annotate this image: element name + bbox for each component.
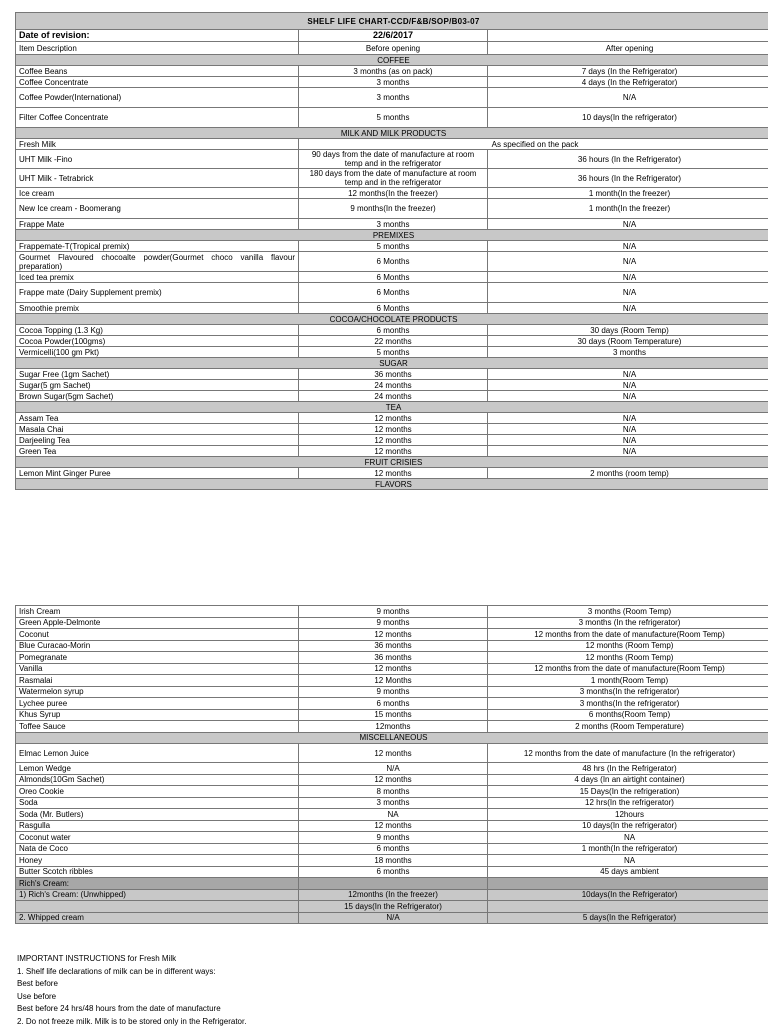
after-opening-value: 4 days (In an airtight container) [488,774,768,786]
after-opening-value: N/A [488,252,768,272]
before-opening-value: 5 months [299,108,488,128]
item-description: Khus Syrup [16,709,299,721]
after-opening-value: N/A [488,369,768,380]
after-opening-value: NA [488,832,768,844]
section-title: MISCELLANEOUS [16,732,768,744]
table-row [16,617,768,629]
revision-date: 22/6/2017 [299,30,488,42]
section-title: MILK AND MILK PRODUCTS [16,128,768,139]
item-description: Smoothie premix [16,303,299,314]
section-title: FLAVORS [16,479,768,490]
before-opening-value: 12 months [299,744,488,763]
before-opening-value: 9 months [299,832,488,844]
table-row [16,283,768,303]
before-opening-value: 12 months [299,468,488,479]
before-opening-value: 12 months [299,663,488,675]
after-opening-value: 6 months(Room Temp) [488,709,768,721]
before-opening-value: 6 months [299,866,488,878]
after-opening-value: 4 days (In the Refrigerator) [488,77,768,88]
section-title: SUGAR [16,358,768,369]
revision-label: Date of revision: [16,30,299,42]
item-description: Oreo Cookie [16,786,299,798]
shelf-life-table-part-1 [15,12,768,490]
section-header-row [16,457,768,468]
item-description: Darjeeling Tea [16,435,299,446]
item-description: Vermicelli(100 gm Pkt) [16,347,299,358]
instruction-line: Best before [17,978,757,991]
before-opening-value: 6 months [299,843,488,855]
after-opening-value: 12 months from the date of manufacture(Room Temp) [488,629,768,641]
table-row [16,912,768,924]
before-opening-value: 22 months [299,336,488,347]
item-description: Sugar(5 gm Sachet) [16,380,299,391]
section-title: FRUIT CRISIES [16,457,768,468]
item-description: Coffee Concentrate [16,77,299,88]
after-opening-value: 2 months (Room Temperature) [488,721,768,733]
after-opening-value: 3 months(In the refrigerator) [488,698,768,710]
table-row [16,629,768,641]
item-description: Nata de Coco [16,843,299,855]
after-opening-value: 12 hrs(In the refrigerator) [488,797,768,809]
before-opening-value: 5 months [299,241,488,252]
merged-shelf-life: As specified on the pack [299,139,768,150]
before-opening-value: 12 Months [299,675,488,687]
section-header-row [16,479,768,490]
table-row [16,686,768,698]
item-description: Coffee Powder(International) [16,88,299,108]
table-row [16,652,768,664]
item-description: Rich's Cream: [16,878,299,890]
milk-instructions [17,953,757,1028]
table-row [16,797,768,809]
after-opening-value: N/A [488,219,768,230]
table-row [16,901,768,913]
table-row [16,108,768,128]
table-row [16,855,768,867]
table-row [16,66,768,77]
after-opening-value: 36 hours (In the Refrigerator) [488,150,768,169]
item-description: Watermelon syrup [16,686,299,698]
table-row [16,241,768,252]
table-row [16,878,768,890]
after-opening-value: 12 months from the date of manufacture(Room Temp) [488,663,768,675]
after-opening-value: 30 days (Room Temp) [488,325,768,336]
before-opening-value: 12 months(In the freezer) [299,188,488,199]
table-row [16,169,768,188]
after-opening-value: 1 month(In the freezer) [488,188,768,199]
item-description: 2. Whipped cream [16,912,299,924]
after-opening-value [488,901,768,913]
before-opening-value: 3 months [299,77,488,88]
before-opening-value: 9 months [299,686,488,698]
before-opening-value: 36 months [299,652,488,664]
table-row [16,446,768,457]
before-opening-value: 9 months(In the freezer) [299,199,488,219]
before-opening-value: 12 months [299,424,488,435]
table-row [16,188,768,199]
section-header-row [16,230,768,241]
before-opening-value: 3 months [299,219,488,230]
item-description: UHT Milk -Fino [16,150,299,169]
table-row [16,424,768,435]
after-opening-value: 3 months [488,347,768,358]
item-description: Ice cream [16,188,299,199]
table-row [16,832,768,844]
item-description: New Ice cream - Boomerang [16,199,299,219]
before-opening-value: 6 Months [299,272,488,283]
before-opening-value: N/A [299,912,488,924]
before-opening-value: 3 months (as on pack) [299,66,488,77]
before-opening-value: 8 months [299,786,488,798]
item-description: Soda (Mr. Butlers) [16,809,299,821]
after-opening-value: N/A [488,241,768,252]
table-row [16,606,768,618]
table-row [16,889,768,901]
revision-blank [488,30,768,42]
table-row [16,325,768,336]
after-opening-value: 12 months from the date of manufacture (In the refrigerator) [488,744,768,763]
item-description: Green Tea [16,446,299,457]
before-opening-value: 6 Months [299,303,488,314]
after-opening-value: N/A [488,380,768,391]
item-description: Iced tea premix [16,272,299,283]
table-row [16,786,768,798]
before-opening-value: 12 months [299,446,488,457]
before-opening-value: 18 months [299,855,488,867]
table-row [16,150,768,169]
before-opening-value: NA [299,809,488,821]
item-description: Fresh Milk [16,139,299,150]
after-opening-value: 3 months (In the refrigerator) [488,617,768,629]
before-opening-value: N/A [299,763,488,775]
table-row [16,88,768,108]
before-opening-value: 180 days from the date of manufacture at room temp and in the refrigerator [299,169,488,188]
section-title: COCOA/CHOCOLATE PRODUCTS [16,314,768,325]
item-description: Coconut water [16,832,299,844]
before-opening-value: 12 months [299,629,488,641]
item-description: Sugar Free (1gm Sachet) [16,369,299,380]
after-opening-value: N/A [488,272,768,283]
section-header-row [16,128,768,139]
item-description: Gourmet Flavoured chocoalte powder(Gourmet choco vanilla flavour preparation) [16,252,299,272]
item-description: 1) Rich's Cream: (Unwhipped) [16,889,299,901]
table-row [16,303,768,314]
table-row [16,336,768,347]
table-row [16,272,768,283]
after-opening-value: N/A [488,435,768,446]
before-opening-value: 6 Months [299,283,488,303]
section-header-row [16,402,768,413]
table-row [16,199,768,219]
after-opening-value: 10 days(In the refrigerator) [488,108,768,128]
item-description: Lemon Mint Ginger Puree [16,468,299,479]
after-opening-value: 7 days (In the Refrigerator) [488,66,768,77]
after-opening-value: 1 month(In the freezer) [488,199,768,219]
after-opening-value: 45 days ambient [488,866,768,878]
table-row [16,709,768,721]
after-opening-value: 1 month(Room Temp) [488,675,768,687]
before-opening-value: 12 months [299,820,488,832]
before-opening-value: 12 months [299,413,488,424]
item-description: Cocoa Topping (1.3 Kg) [16,325,299,336]
before-opening-value: 9 months [299,606,488,618]
after-opening-value: 1 month(In the refrigerator) [488,843,768,855]
table-row [16,774,768,786]
table-row [16,640,768,652]
before-opening-value: 24 months [299,391,488,402]
after-opening-value: 2 months (room temp) [488,468,768,479]
table-row [16,820,768,832]
after-opening-value: 10days(In the Refrigerator) [488,889,768,901]
section-title: TEA [16,402,768,413]
before-opening-value: 12 months [299,774,488,786]
item-description: Toffee Sauce [16,721,299,733]
item-description: Lychee puree [16,698,299,710]
table-row [16,391,768,402]
item-description: Pomegranate [16,652,299,664]
section-header-row [16,55,768,66]
item-description: Cocoa Powder(100gms) [16,336,299,347]
before-opening-value: 36 months [299,369,488,380]
before-opening-value: 3 months [299,797,488,809]
item-description: UHT Milk - Tetrabrick [16,169,299,188]
item-description: Green Apple-Delmonte [16,617,299,629]
table-row [16,663,768,675]
section-header-row [16,732,768,744]
before-opening-value: 12months [299,721,488,733]
after-opening-value: N/A [488,283,768,303]
before-opening-value: 12months (In the freezer) [299,889,488,901]
item-description: Rasmalai [16,675,299,687]
item-description: Almonds(10Gm Sachet) [16,774,299,786]
instruction-line: Best before 24 hrs/48 hours from the date of manufacture [17,1003,757,1016]
table-row [16,675,768,687]
item-description: Frappe Mate [16,219,299,230]
header-after-opening: After opening [488,42,768,55]
table-row [16,435,768,446]
item-description: Butter Scotch ribbles [16,866,299,878]
table-row [16,809,768,821]
table-row [16,347,768,358]
after-opening-value: N/A [488,303,768,314]
after-opening-value: 10 days(In the refrigerator) [488,820,768,832]
item-description: Elmac Lemon Juice [16,744,299,763]
after-opening-value: 3 months (Room Temp) [488,606,768,618]
shelf-life-table-part-2 [15,605,768,924]
after-opening-value: 15 Days(In the refrigeration) [488,786,768,798]
section-title: PREMIXES [16,230,768,241]
item-description: Coffee Beans [16,66,299,77]
after-opening-value: N/A [488,413,768,424]
item-description: Masala Chai [16,424,299,435]
before-opening-value: 15 days(In the Refrigerator) [299,901,488,913]
table-row [16,866,768,878]
after-opening-value: N/A [488,88,768,108]
after-opening-value: NA [488,855,768,867]
before-opening-value: 3 months [299,88,488,108]
after-opening-value: 12hours [488,809,768,821]
table-row [16,413,768,424]
table-row [16,843,768,855]
table-row [16,139,768,150]
before-opening-value [299,878,488,890]
after-opening-value: N/A [488,424,768,435]
item-description: Rasgulla [16,820,299,832]
table-row [16,77,768,88]
item-description: Honey [16,855,299,867]
item-description: Filter Coffee Concentrate [16,108,299,128]
section-header-row [16,358,768,369]
after-opening-value: 48 hrs (In the Refrigerator) [488,763,768,775]
item-description: Irish Cream [16,606,299,618]
item-description: Frappemate-T(Tropical premix) [16,241,299,252]
item-description: Frappe mate (Dairy Supplement premix) [16,283,299,303]
header-item-description: Item Description [16,42,299,55]
table-row [16,721,768,733]
instruction-line: 1. Shelf life declarations of milk can be in different ways: [17,966,757,979]
after-opening-value: 12 months (Room Temp) [488,640,768,652]
table-row [16,744,768,763]
item-description: Blue Curacao-Morin [16,640,299,652]
instruction-line: Use before [17,991,757,1004]
section-title: COFFEE [16,55,768,66]
item-description: Brown Sugar(5gm Sachet) [16,391,299,402]
table-row [16,369,768,380]
after-opening-value: 36 hours (In the Refrigerator) [488,169,768,188]
item-description: Assam Tea [16,413,299,424]
instruction-line: 2. Do not freeze milk. Milk is to be stored only in the Refrigerator. [17,1016,757,1028]
table-row [16,380,768,391]
after-opening-value: 3 months(In the refrigerator) [488,686,768,698]
item-description: Coconut [16,629,299,641]
before-opening-value: 90 days from the date of manufacture at room temp and in the refrigerator [299,150,488,169]
table-row [16,219,768,230]
item-description: Lemon Wedge [16,763,299,775]
after-opening-value: 12 months (Room Temp) [488,652,768,664]
section-header-row [16,314,768,325]
item-description: Vanilla [16,663,299,675]
before-opening-value: 12 months [299,435,488,446]
before-opening-value: 6 months [299,698,488,710]
after-opening-value: N/A [488,446,768,457]
instruction-line: IMPORTANT INSTRUCTIONS for Fresh Milk [17,953,757,966]
before-opening-value: 9 months [299,617,488,629]
header-before-opening: Before opening [299,42,488,55]
before-opening-value: 36 months [299,640,488,652]
before-opening-value: 6 Months [299,252,488,272]
table-row [16,763,768,775]
after-opening-value: N/A [488,391,768,402]
before-opening-value: 6 months [299,325,488,336]
table-row [16,468,768,479]
table-row [16,252,768,272]
before-opening-value: 24 months [299,380,488,391]
item-description: Soda [16,797,299,809]
before-opening-value: 15 months [299,709,488,721]
document-title: SHELF LIFE CHART-CCD/F&B/SOP/B03-07 [16,13,768,30]
table-row [16,698,768,710]
after-opening-value [488,878,768,890]
after-opening-value: 5 days(In the Refrigerator) [488,912,768,924]
after-opening-value: 30 days (Room Temperature) [488,336,768,347]
item-description [16,901,299,913]
before-opening-value: 5 months [299,347,488,358]
